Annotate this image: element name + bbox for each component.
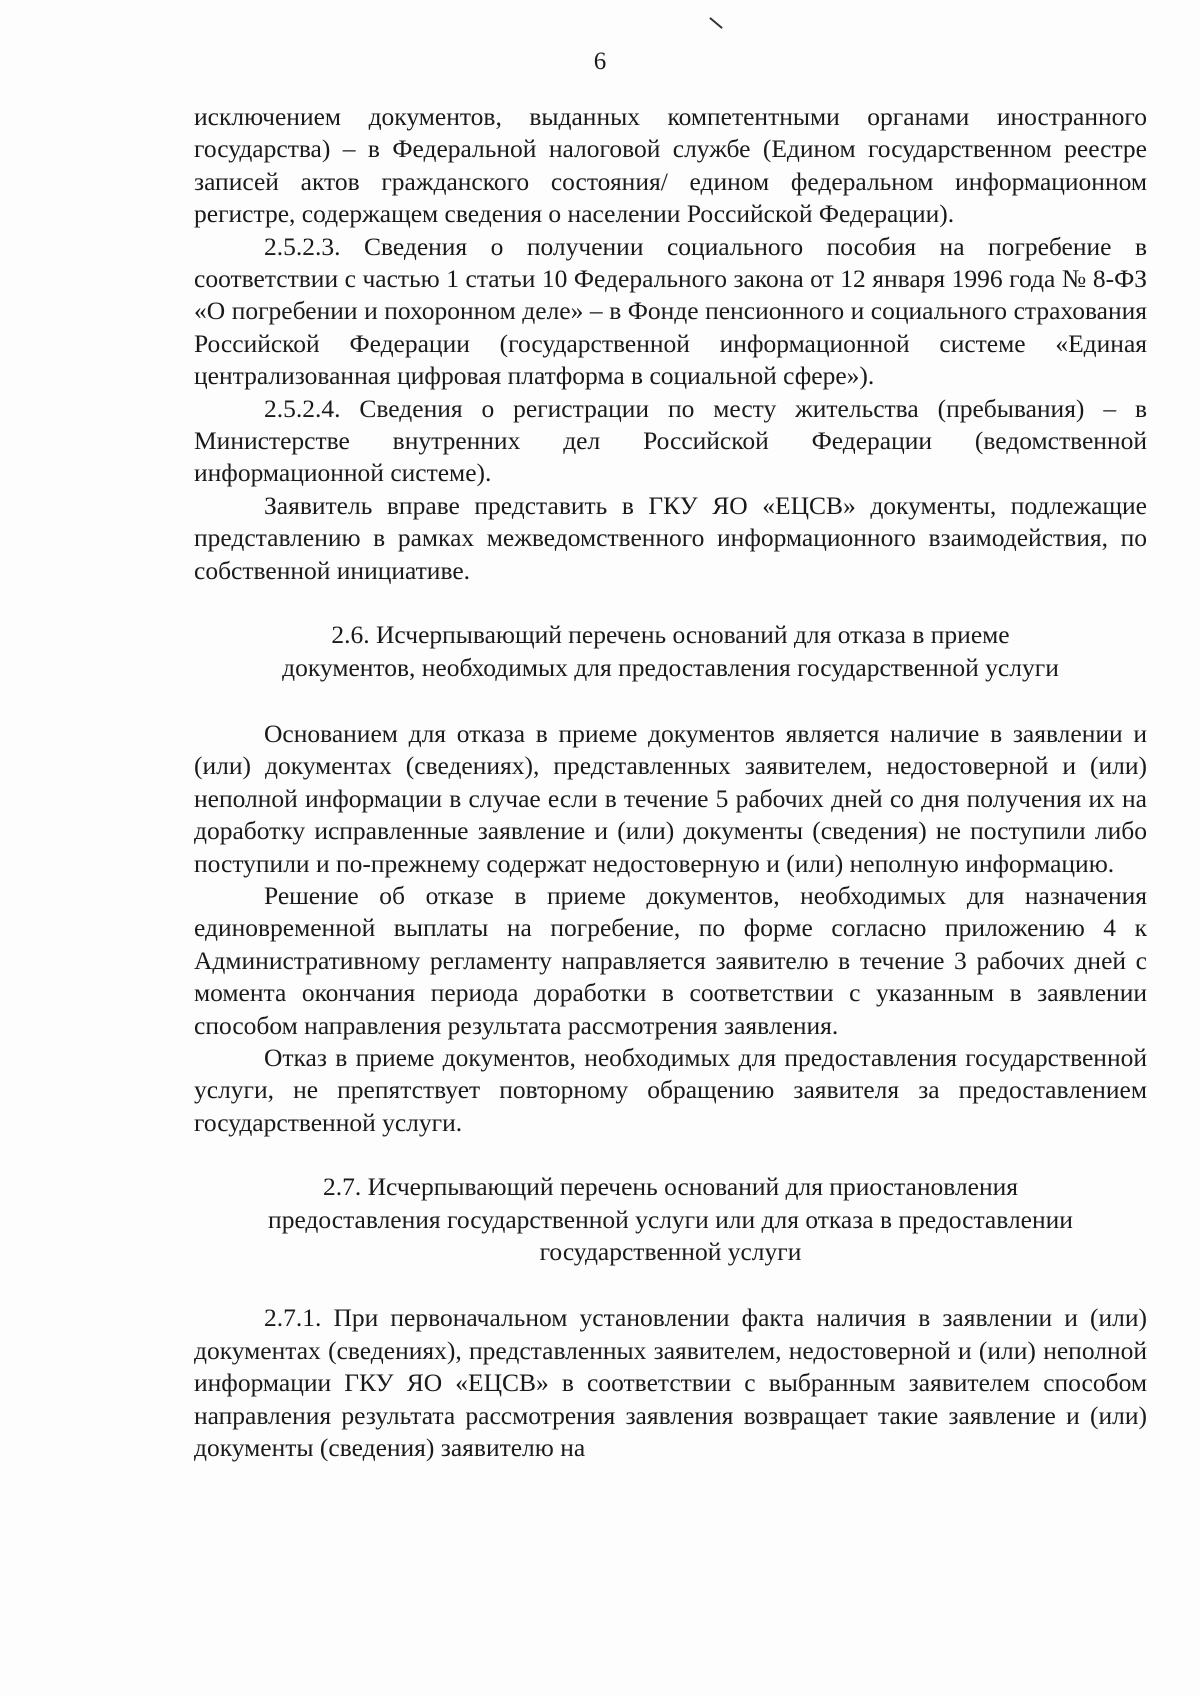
paragraph-refusal-no-obstacle: Отказ в приеме документов, необходимых для предоставления государственной услуги, не препятствует повторному обращению заявителя за предоставлением государственной услуги. (194, 1042, 1147, 1137)
paragraph-2-5-2-3: 2.5.2.3. Сведения о получении социального пособия на погребение в соответствии с частью 1 статьи 10 Федерального закона от 12 января 1996 года № 8-ФЗ «О погребении и похоронном деле» – в Фонде пенсионного и социального страхования Российской Федерации (государственной информационной системе «Единая централизованная цифровая платформа в социальной сфере»). (194, 231, 1147, 391)
paragraph-continuation: исключением документов, выданных компетентными органами иностранного государства) – в Федеральной налоговой службе (Едином государственном реестре записей актов гражданского состояния/ едином федеральном информационном регистре, содержащем сведения о населении Российской Федерации). (194, 102, 1147, 229)
section-heading-2-6: 2.6. Исчерпывающий перечень оснований для отказа в приеме документов, необходимых для предоставления государственной услуги (282, 620, 1059, 682)
paragraph-applicant-right: Заявитель вправе представить в ГКУ ЯО «ЕЦСВ» документы, подлежащие представлению в рамках межведомственного информационного взаимодействия, по собственной инициативе. (194, 490, 1147, 585)
paragraph-2-5-2-4: 2.5.2.4. Сведения о регистрации по месту жительства (пребывания) – в Министерстве внутренних дел Российской Федерации (ведомственной информационной системе). (194, 393, 1147, 488)
paragraph-refusal-grounds: Основанием для отказа в приеме документов является наличие в заявлении и (или) документах (сведениях), представленных заявителем, недостоверной и (или) неполной информации в случае если в течение 5 рабочих дней со дня получения их на доработку исправленные заявление и (или) документы (сведения) не поступили либо поступили и по-прежнему содержат недостоверную и (или) неполную информацию. (194, 718, 1147, 878)
section-heading-2-7: 2.7. Исчерпывающий перечень оснований для приостановления предоставления государственной услуги или для отказа в предоставлении государственной услуги (268, 1172, 1073, 1266)
page-number: 6 (593, 48, 607, 75)
document-body (194, 101, 1147, 1464)
spacer (194, 684, 1147, 718)
stray-mark (709, 17, 723, 29)
spacer (194, 1268, 1147, 1302)
paragraph-refusal-decision: Решение об отказе в приеме документов, необходимых для назначения единовременной выплаты на погребение, по форме согласно приложению 4 к Административному регламенту направляется заявителю в течение 3 рабочих дней с момента окончания периода доработки в соответствии с указанным в заявлении способом направления результата рассмотрения заявления. (194, 880, 1147, 1040)
spacer (194, 1139, 1147, 1171)
spacer (194, 587, 1147, 619)
paragraph-2-7-1: 2.7.1. При первоначальном установлении факта наличия в заявлении и (или) документах (сведениях), представленных заявителем, недостоверной и (или) неполной информации ГКУ ЯО «ЕЦСВ» в соответствии с выбранным заявителем способом направления результата рассмотрения заявления возвращает такие заявление и (или) документы (сведения) заявителю на (194, 1303, 1147, 1463)
